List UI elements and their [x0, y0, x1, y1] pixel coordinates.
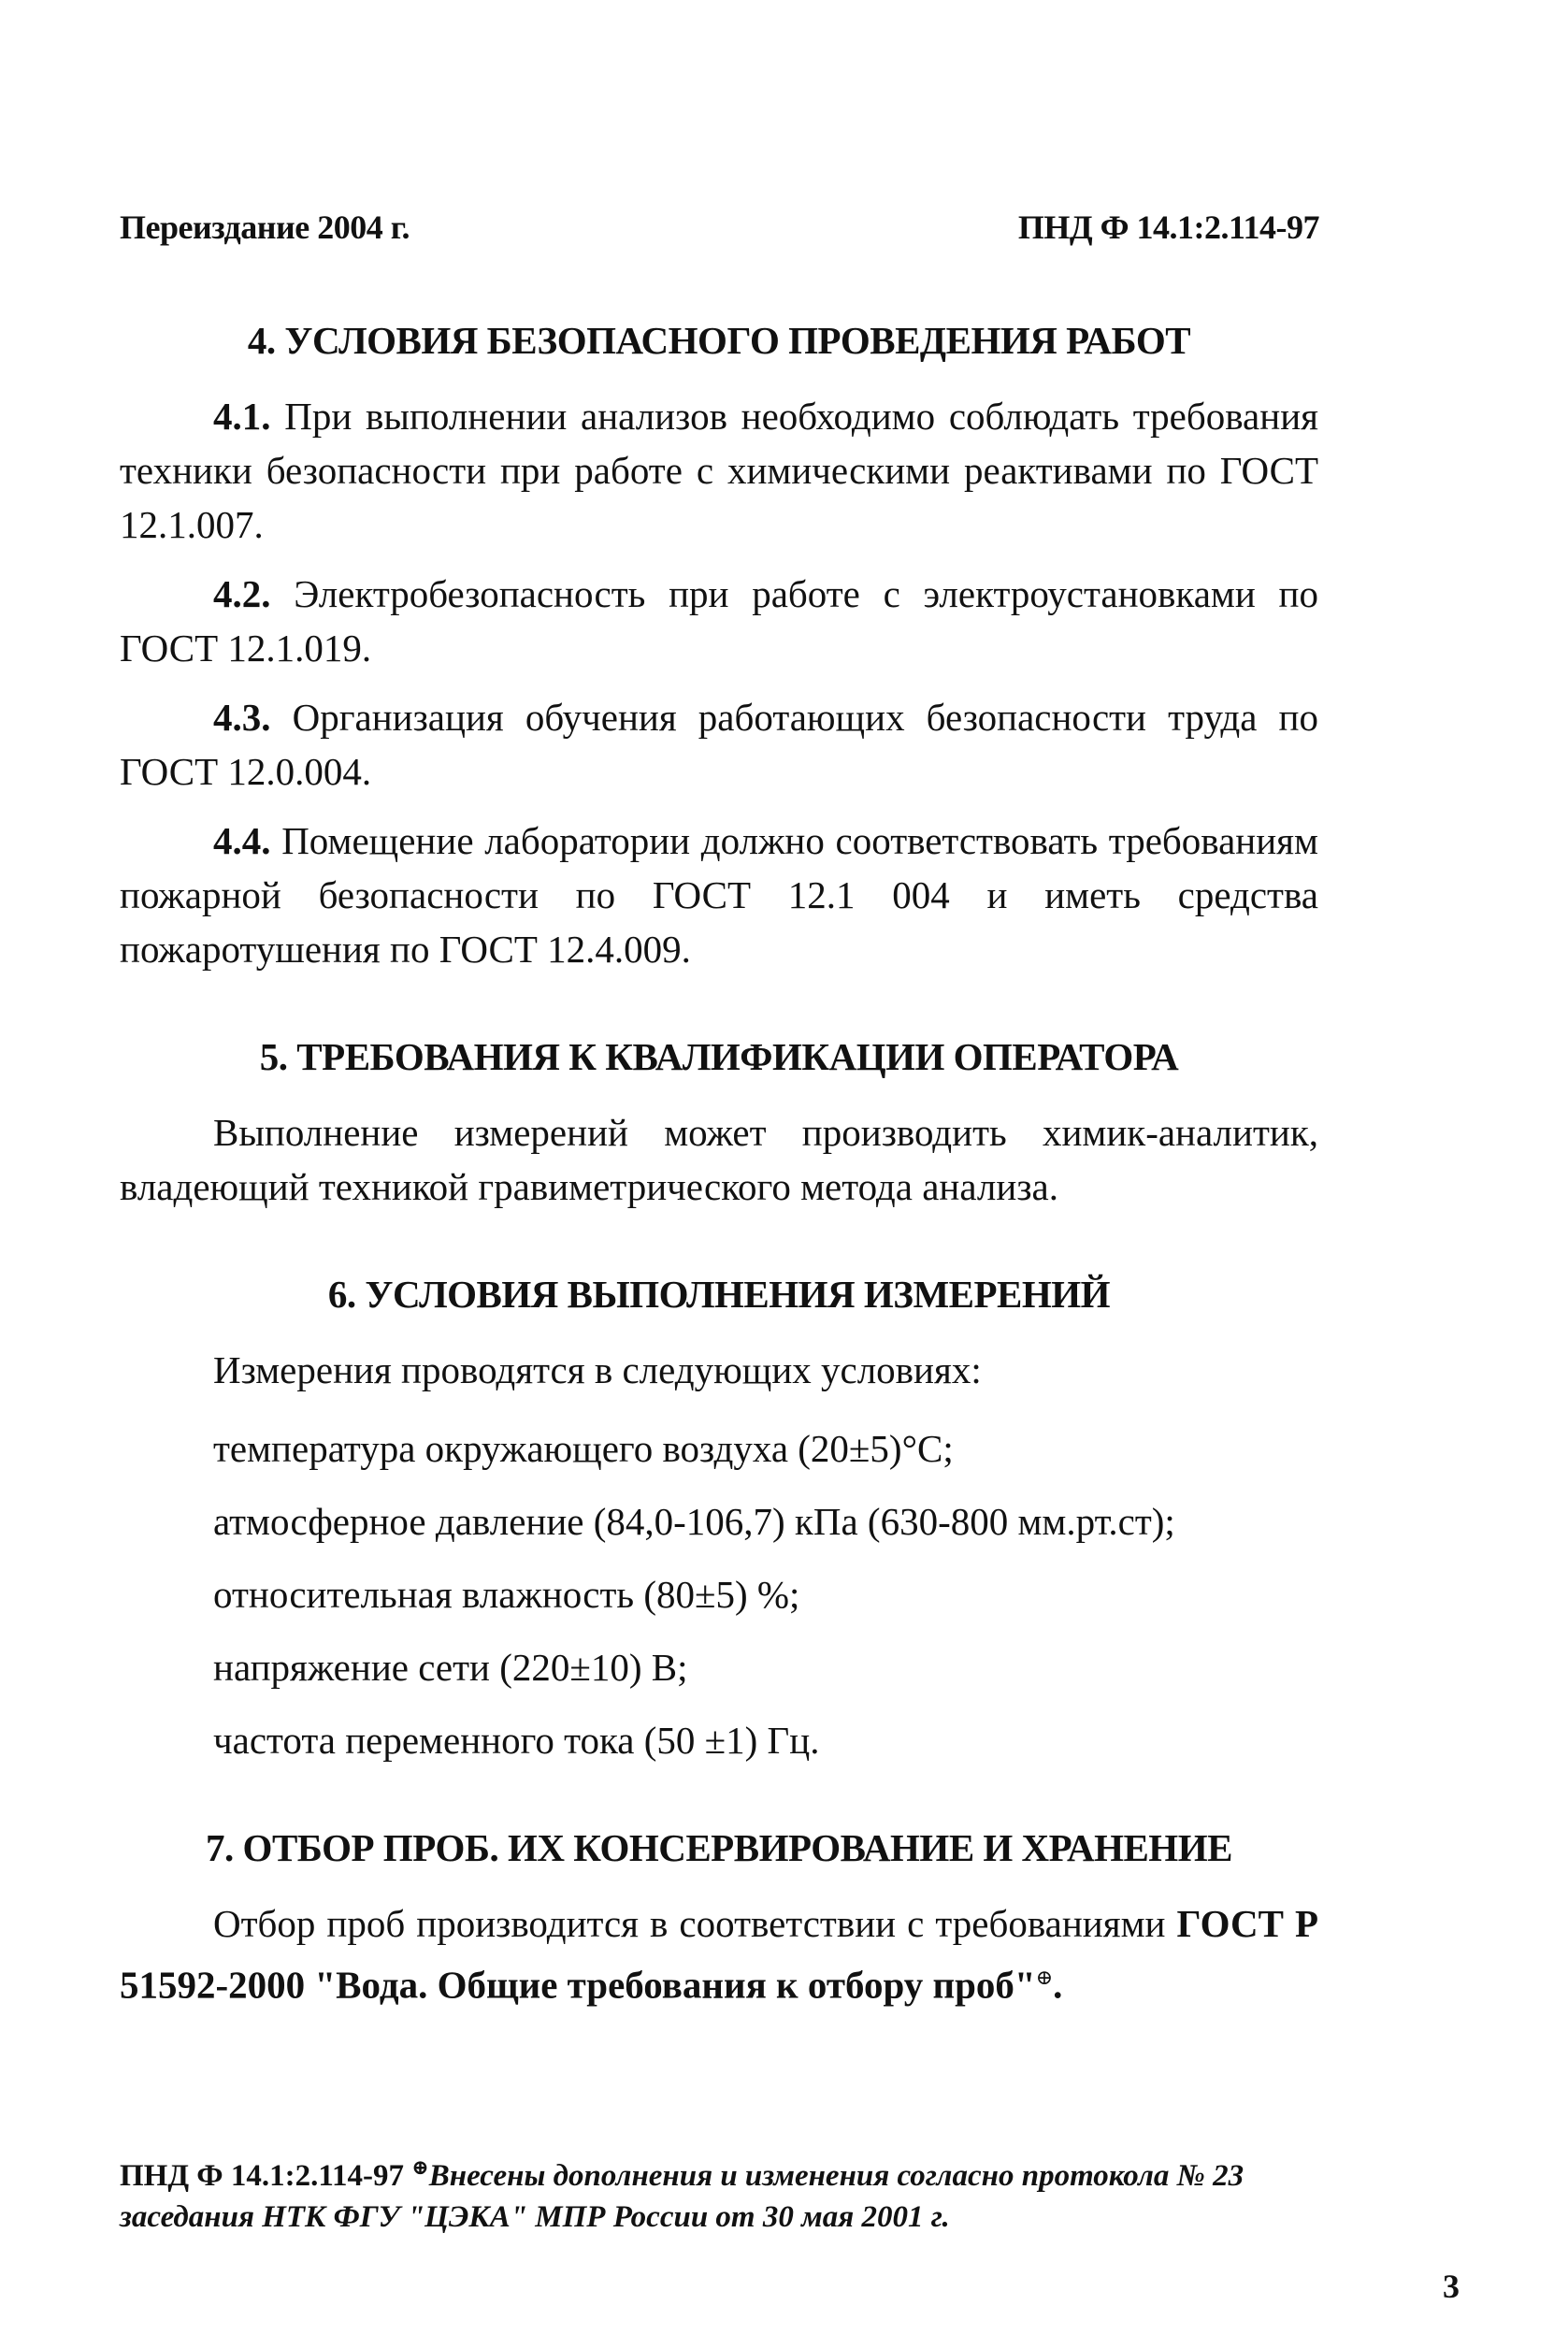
document-code: ПНД Ф 14.1:2.114-97 [1017, 209, 1319, 246]
amendment-mark-icon: ⊕ [1035, 1966, 1054, 1989]
section-6-intro: Измерения проводятся в следующих условиях: [213, 1348, 982, 1391]
section-4-1-text: При выполнении анализов необходимо соблюдать требования техники безопасности при работе с химическими реактивами по ГОСТ 12.1.007. [120, 395, 1318, 546]
section-4-1-number: 4.1. [213, 395, 271, 438]
section-7-title: 7. ОТБОР ПРОБ. ИХ КОНСЕРВИРОВАНИЕ И ХРАНЕНИЕ [206, 1826, 1232, 1869]
reissue-label: Переиздание 2004 г. [120, 209, 410, 246]
section-7-standard-ref: ГОСТ Р 51592-2000 "Вода. Общие требования к отбору проб" [120, 1902, 1318, 2007]
section-4-3 [120, 690, 1318, 799]
condition-pressure: атмосферное давление (84,0-106,7) кПа (630-800 мм.рт.ст); [213, 1500, 1175, 1543]
section-5-text: Выполнение измерений может производить химик-аналитик, владеющий техникой гравиметрического метода анализа. [120, 1111, 1318, 1208]
section-4-4 [120, 814, 1318, 976]
section-4-3-text: Организация обучения работающих безопасности труда по ГОСТ 12.0.004. [120, 696, 1318, 793]
section-4-4-number: 4.4. [213, 819, 271, 862]
footnote-text: Внесены дополнения и изменения согласно протокола № 23 заседания НТК ФГУ "ЦЭКА" МПР России от 30 мая 2001 г. [120, 2159, 1244, 2234]
condition-temperature: температура окружающего воздуха (20±5)°С; [213, 1427, 954, 1470]
section-4-2-number: 4.2. [213, 572, 271, 615]
footnote-doc-code: ПНД Ф 14.1:2.114-97 [120, 2159, 412, 2193]
section-6-title: 6. УСЛОВИЯ ВЫПОЛНЕНИЯ ИЗМЕРЕНИЙ [327, 1273, 1111, 1316]
footnote-mark-icon: ⊕ [411, 2155, 429, 2179]
section-7-text [120, 1896, 1318, 2012]
section-7-text-end: . [1053, 1963, 1063, 2007]
amendment-footnote [120, 2147, 1318, 2238]
condition-voltage: напряжение сети (220±10) В; [213, 1646, 688, 1689]
section-4-title: 4. УСЛОВИЯ БЕЗОПАСНОГО ПРОВЕДЕНИЯ РАБОТ [247, 319, 1191, 362]
section-4-4-text: Помещение лаборатории должно соответствовать требованиям пожарной безопасности по ГОСТ 12.1 004 и иметь средства пожаротушения по ГОСТ 12.4.009. [120, 819, 1318, 971]
condition-humidity: относительная влажность (80±5) %; [213, 1573, 800, 1616]
section-5-title: 5. ТРЕБОВАНИЯ К КВАЛИФИКАЦИИ ОПЕРАТОРА [259, 1035, 1179, 1078]
page-content [120, 318, 1318, 2012]
section-4-2 [120, 567, 1318, 675]
section-7-text-plain: Отбор проб производится в соответствии с требованиями [213, 1902, 1177, 1945]
section-4-3-number: 4.3. [213, 696, 271, 739]
page-number: 3 [1443, 2268, 1460, 2305]
section-4-1 [120, 389, 1318, 552]
section-4-2-text: Электробезопасность при работе с электроустановками по ГОСТ 12.1.019. [120, 572, 1318, 670]
condition-frequency: частота переменного тока (50 ±1) Гц. [213, 1719, 820, 1762]
